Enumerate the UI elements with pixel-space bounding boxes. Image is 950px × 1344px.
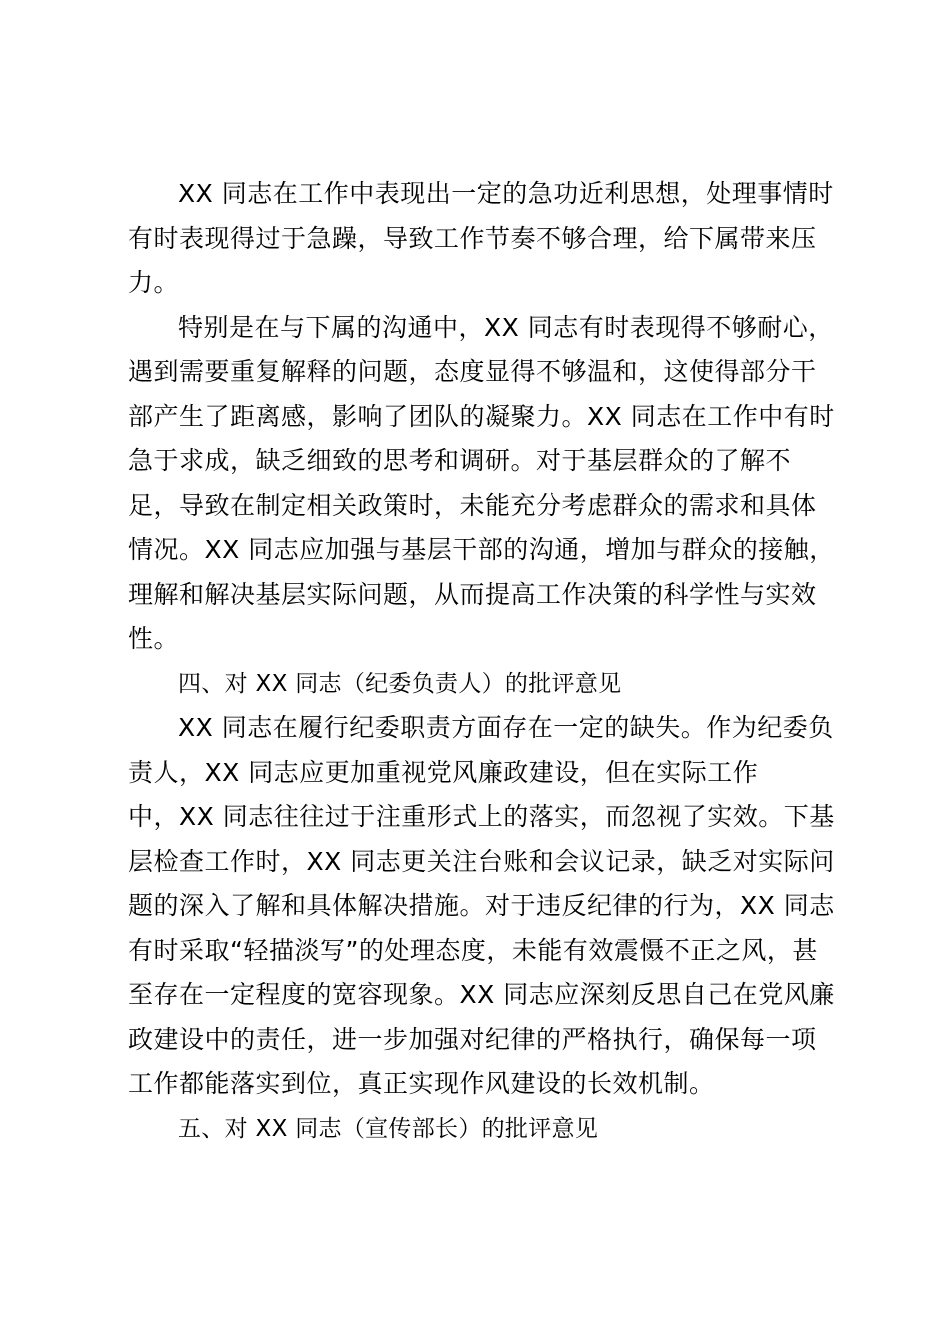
text-line: 性。 — [128, 624, 180, 653]
text-line: 至存在一定程度的宽容现象。XX 同志应深刻反思自己在党风廉 — [128, 980, 835, 1009]
paragraph-2 — [128, 306, 834, 662]
heading-text: 四、对 XX 同志（纪委负责人）的批评意见 — [178, 670, 622, 697]
text-line: 中，XX 同志往往过于注重形式上的落实，而忽视了实效。下基 — [128, 802, 835, 831]
text-line: 情况。XX 同志应加强与基层干部的沟通，增加与群众的接触， — [128, 535, 835, 564]
text-line: 急于求成，缺乏细致的思考和调研。对于基层群众的了解不 — [128, 446, 792, 475]
text-line: 层检查工作时，XX 同志更关注台账和会议记录，缺乏对实际问 — [128, 846, 835, 876]
section-heading-5 — [128, 1107, 834, 1152]
text-line: 特别是在与下属的沟通中，XX 同志有时表现得不够耐心， — [178, 312, 834, 342]
heading-text: 五、对 XX 同志（宣传部长）的批评意见 — [178, 1115, 599, 1142]
text-line: 理解和解决基层实际问题，从而提高工作决策的科学性与实效 — [128, 579, 817, 609]
text-line: 力。 — [128, 268, 180, 297]
text-line: 责人，XX 同志应更加重视党风廉政建设，但在实际工作 — [128, 757, 759, 787]
text-line: XX 同志在履行纪委职责方面存在一定的缺失。作为纪委负 — [178, 713, 834, 742]
document-body — [128, 172, 834, 1151]
text-line: 遇到需要重复解释的问题，态度显得不够温和，这使得部分干 — [128, 357, 817, 386]
text-line: 有时采取“轻描淡写”的处理态度，未能有效震慑不正之风，甚 — [128, 935, 818, 965]
paragraph-1 — [128, 172, 834, 306]
text-line: 政建设中的责任，进一步加强对纪律的严格执行，确保每一项 — [128, 1024, 817, 1054]
text-line: XX 同志在工作中表现出一定的急功近利思想，处理事情时 — [178, 179, 834, 208]
section-heading-4 — [128, 662, 834, 707]
text-line: 题的深入了解和具体解决措施。对于违反纪律的行为，XX 同志 — [128, 891, 835, 920]
text-line: 工作都能落实到位，真正实现作风建设的长效机制。 — [128, 1069, 715, 1098]
text-line: 部产生了距离感，影响了团队的凝聚力。XX 同志在工作中有时 — [128, 401, 835, 431]
paragraph-3 — [128, 706, 834, 1107]
text-line: 足，导致在制定相关政策时，未能充分考虑群众的需求和具体 — [128, 490, 817, 520]
text-line: 有时表现得过于急躁，导致工作节奏不够合理，给下属带来压 — [128, 223, 817, 253]
